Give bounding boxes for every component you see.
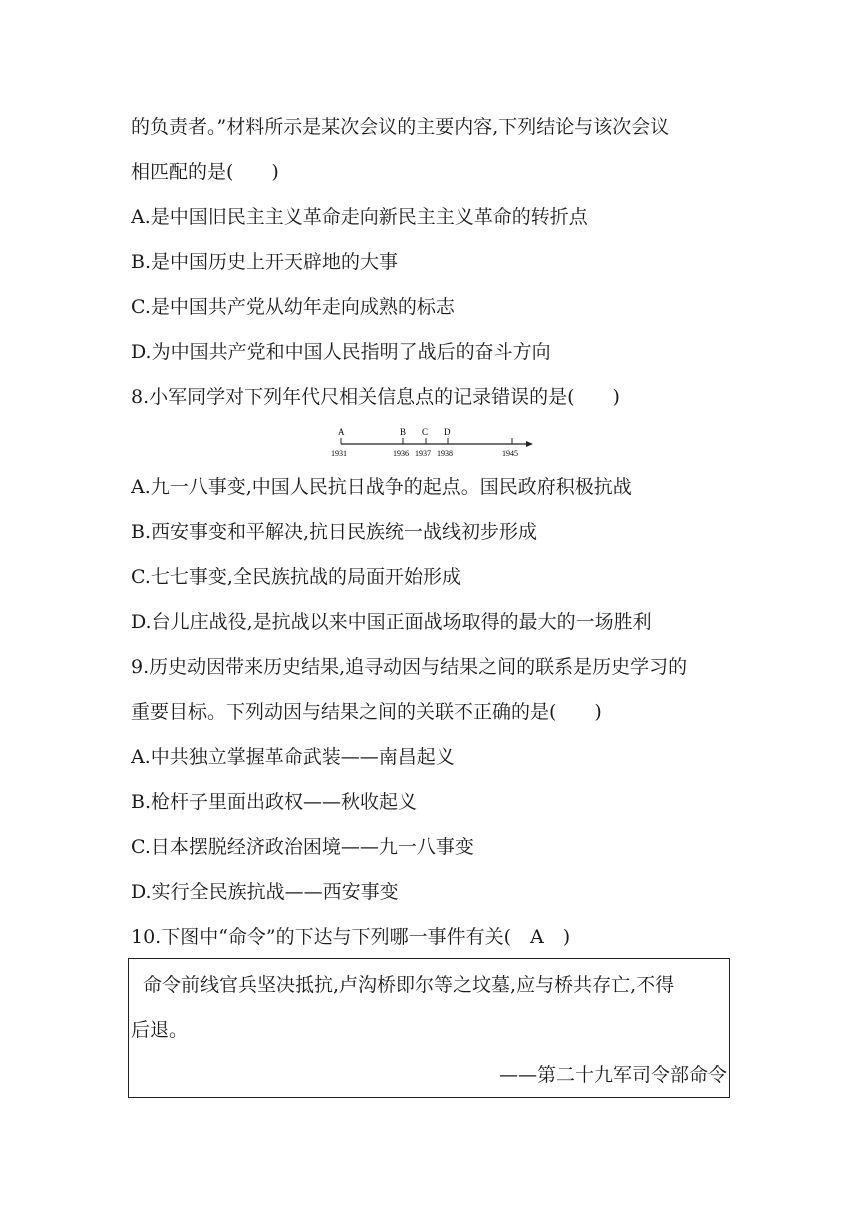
- q7-stem-line-1: 的负责者。”材料所示是某次会议的主要内容,下列结论与该次会议: [131, 116, 670, 138]
- q8-option-c: C.七七事变,全民族抗战的局面开始形成: [131, 566, 461, 588]
- q8-option-d: D.台儿庄战役,是抗战以来中国正面战场取得的最大的一场胜利: [131, 611, 652, 633]
- q9-stem-line-2: 重要目标。下列动因与结果之间的关联不正确的是( ): [131, 701, 602, 723]
- q7-option-b: B.是中国历史上开天辟地的大事: [131, 251, 399, 273]
- quote-box: [128, 958, 730, 1098]
- q9-stem-line-1: 9.历史动因带来历史结果,追寻动因与结果之间的联系是历史学习的: [131, 656, 688, 678]
- q8-option-b: B.西安事变和平解决,抗日民族统一战线初步形成: [131, 521, 538, 543]
- q9-option-b: B.枪杆子里面出政权——秋收起义: [131, 791, 418, 813]
- q9-option-a: A.中共独立掌握革命武装——南昌起义: [131, 746, 455, 768]
- quote-text-line-2: 后退。: [131, 1019, 189, 1041]
- timeline-year-1938: 1938: [437, 449, 453, 458]
- timeline-label-b: B: [400, 427, 407, 437]
- timeline-year-1936: 1936: [393, 449, 409, 458]
- quote-source: ——第二十九军司令部命令: [498, 1064, 727, 1086]
- q9-option-c: C.日本摆脱经济政治困境——九一八事变: [131, 836, 474, 858]
- timeline-year-1945: 1945: [502, 449, 518, 458]
- timeline-year-1937: 1937: [415, 449, 431, 458]
- q10-stem: 10.下图中“命令”的下达与下列哪一事件有关( A ): [131, 926, 571, 948]
- q7-option-a: A.是中国旧民主主义革命走向新民主主义革命的转折点: [131, 206, 588, 228]
- timeline-label-c: C: [422, 427, 429, 437]
- q7-option-c: C.是中国共产党从幼年走向成熟的标志: [131, 296, 455, 318]
- q9-option-d: D.实行全民族抗战——西安事变: [131, 881, 399, 903]
- timeline-figure: [322, 424, 534, 460]
- q7-stem-line-2: 相匹配的是( ): [131, 161, 279, 183]
- quote-text-line-1: 命令前线官兵坚决抵抗,卢沟桥即尔等之坟墓,应与桥共存亡,不得: [143, 974, 675, 996]
- q7-option-d: D.为中国共产党和中国人民指明了战后的奋斗方向: [131, 341, 551, 363]
- q8-stem: 8.小军同学对下列年代尺相关信息点的记录错误的是( ): [131, 386, 620, 408]
- timeline-label-d: D: [444, 427, 451, 437]
- timeline-arrow-icon: [526, 441, 533, 447]
- timeline-year-1931: 1931: [331, 449, 347, 458]
- q8-option-a: A.九一八事变,中国人民抗日战争的起点。国民政府积极抗战: [131, 476, 632, 498]
- timeline-label-a: A: [338, 427, 345, 437]
